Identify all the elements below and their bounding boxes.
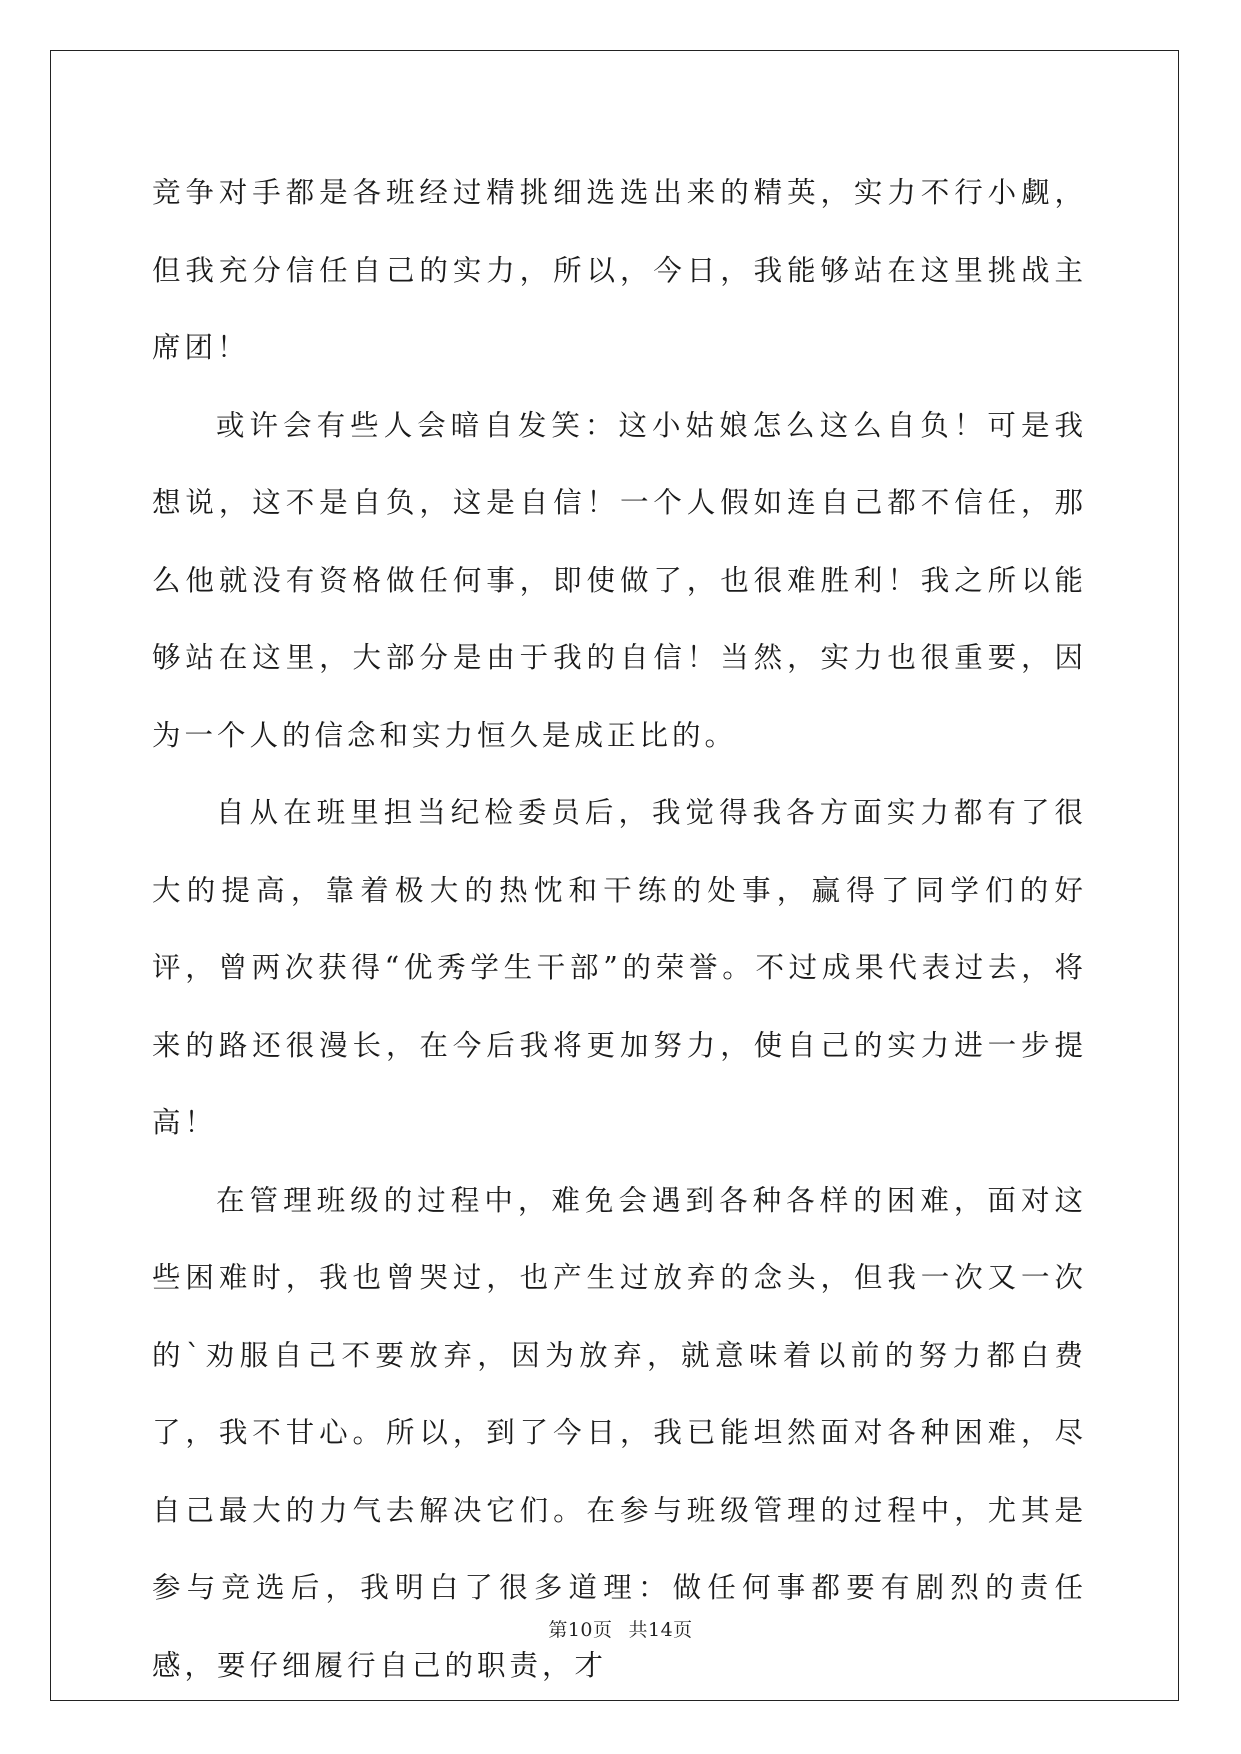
document-body bbox=[152, 154, 1087, 1704]
page-number: 第10页 bbox=[548, 1619, 613, 1641]
paragraph-3: 自从在班里担当纪检委员后，我觉得我各方面实力都有了很大的提高，靠着极大的热忱和干练的处事，赢得了同学们的好评，曾两次获得“优秀学生干部”的荣誉。不过成果代表过去，将来的路还很漫长，在今后我将更加努力，使自己的实力进一步提高！ bbox=[152, 796, 1087, 1139]
paragraph-2: 或许会有些人会暗自发笑：这小姑娘怎么这么自负！可是我想说，这不是自负，这是自信！一个人假如连自己都不信任，那么他就没有资格做任何事，即使做了，也很难胜利！我之所以能够站在这里，大部分是由于我的自信！当然，实力也很重要，因为一个人的信念和实力恒久是成正比的。 bbox=[152, 408, 1087, 752]
paragraph-1: 竞争对手都是各班经过精挑细选选出来的精英，实力不行小觑，但我充分信任自己的实力，所以，今日，我能够站在这里挑战主席团！ bbox=[152, 176, 1087, 364]
paragraph-4: 在管理班级的过程中，难免会遇到各种各样的困难，面对这些困难时，我也曾哭过，也产生过放弃的念头，但我一次又一次的`劝服自己不要放弃，因为放弃，就意味着以前的努力都白费了，我不甘心。所以，到了今日，我已能坦然面对各种困难，尽自己最大的力气去解决它们。在参与班级管理的过程中，尤其是参与竞选后，我明白了很多道理：做任何事都要有剧烈的责任感，要仔细履行自己的职责，才 bbox=[152, 1183, 1087, 1682]
page-total: 共14页 bbox=[628, 1619, 693, 1641]
page-footer bbox=[0, 1615, 1241, 1642]
